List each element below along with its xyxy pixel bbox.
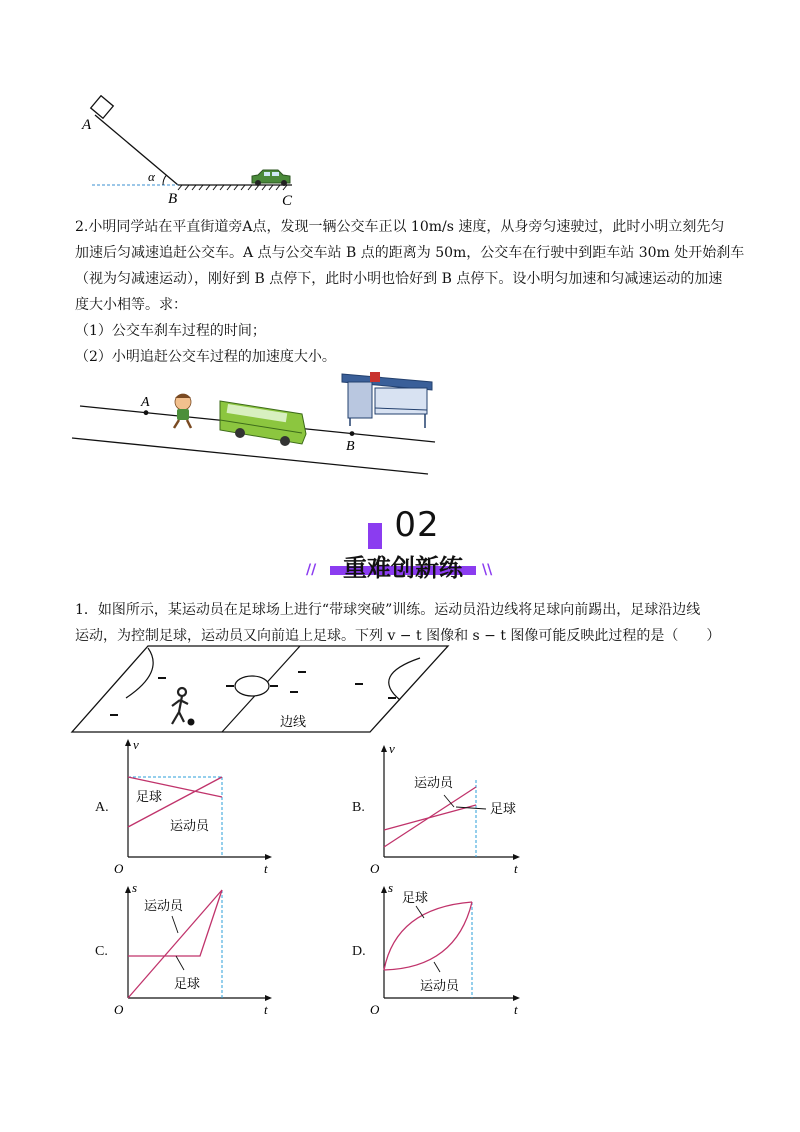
angle-arc [163,175,167,185]
athlete-label: 运动员 [420,979,460,994]
y-axis-arrow [381,745,387,752]
problem2-line: 2.小明同学站在平直街道旁A点，发现一辆公交车正以 10m/s 速度，从身旁匀速驶过，此时小明立刻先匀 [75,219,725,235]
athlete-label: 运动员 [170,819,210,834]
street-figure [70,368,440,478]
block [91,96,114,119]
problem2-text [75,214,755,370]
y-axis-label: v [133,737,139,752]
label-A: A [82,117,92,133]
soccer-field-figure [70,640,450,740]
ball-label: 足球 [402,891,429,906]
x-axis-label: t [264,1002,268,1017]
option-C-graph[interactable] [110,878,280,1023]
bus-stop-icon [342,372,432,428]
boy-running-icon [174,394,191,428]
option-B-graph[interactable] [366,735,536,880]
problem2-line: 度大小相等。求： [75,297,187,313]
center-circle [235,676,269,696]
label-A: A [141,395,150,410]
ball [188,719,195,726]
x-axis-label: t [514,1002,518,1017]
x-axis-label: t [514,861,518,876]
athlete-label: 运动员 [144,899,184,914]
section-decoration-right: \\ [482,562,493,578]
origin-label: O [370,861,380,876]
bus-icon [220,401,306,446]
option-D-graph[interactable] [366,878,536,1023]
option-C-letter[interactable]: C. [95,944,108,959]
x-axis-arrow [265,854,272,860]
y-axis-arrow [381,886,387,893]
athlete-pointer [434,962,440,972]
y-axis-arrow [125,739,131,746]
option-D-letter[interactable]: D. [352,944,366,959]
label-alpha: α [148,169,155,184]
y-axis-label: s [388,880,394,895]
ball-label: 足球 [136,790,163,805]
label-B: B [346,439,355,454]
street-edge-bottom [72,438,428,474]
y-axis-label: v [389,741,395,756]
section-title: 重难创新练 [343,554,463,582]
section-decoration-left: // [306,562,317,578]
car-icon [252,170,290,186]
label-C: C [282,193,293,205]
x-axis-arrow [265,995,272,1001]
ball-label: 足球 [490,802,517,817]
problem2-line: （视为匀减速运动），刚好到 B 点停下，此时小明也恰好到 B 点停下。设小明匀加速和匀减速运动的加速 [75,271,723,287]
y-axis-label: s [132,880,138,895]
option-A-graph[interactable] [110,735,280,880]
x-axis-arrow [513,854,520,860]
ground-hatching [178,185,287,190]
label-B: B [168,191,178,205]
option-B-letter[interactable]: B. [352,800,365,815]
athlete-pointer [172,916,178,933]
athlete-label: 运动员 [414,776,454,791]
option-A-letter[interactable]: A. [95,800,109,815]
ball-label: 足球 [174,977,201,992]
incline-figure [80,95,310,205]
origin-label: O [114,1002,124,1017]
section-number: 02 [394,505,440,545]
point-A [144,410,149,415]
incline-surface [95,115,178,185]
problem2-subquestion: （2）小明追赶公交车过程的加速度大小。 [75,349,336,365]
problem2-subquestion: （1）公交车刹车过程的时间； [75,323,266,339]
x-axis-label: t [264,861,268,876]
question1-line: 1．如图所示，某运动员在足球场上进行“带球突破”训练。运动员沿边线将足球向前踢出，足球沿边线 [75,602,701,618]
ball-curve [384,902,472,970]
point-B [350,431,355,436]
y-axis-arrow [125,886,131,893]
athlete-curve [384,787,476,847]
origin-label: O [114,861,124,876]
problem2-line: 加速后匀减速追赶公交车。A 点与公交车站 B 点的距离为 50m，公交车在行驶中到距车站 30m 处开始刹车 [75,245,745,261]
sideline-label: 边线 [280,715,307,730]
origin-label: O [370,1002,380,1017]
x-axis-arrow [513,995,520,1001]
question1-line: 运动，为控制足球，运动员又向前追上足球。下列 v − t 图像和 s − t 图像可能反映此过程的是（ ） [75,628,721,644]
ball-pointer [176,956,184,970]
